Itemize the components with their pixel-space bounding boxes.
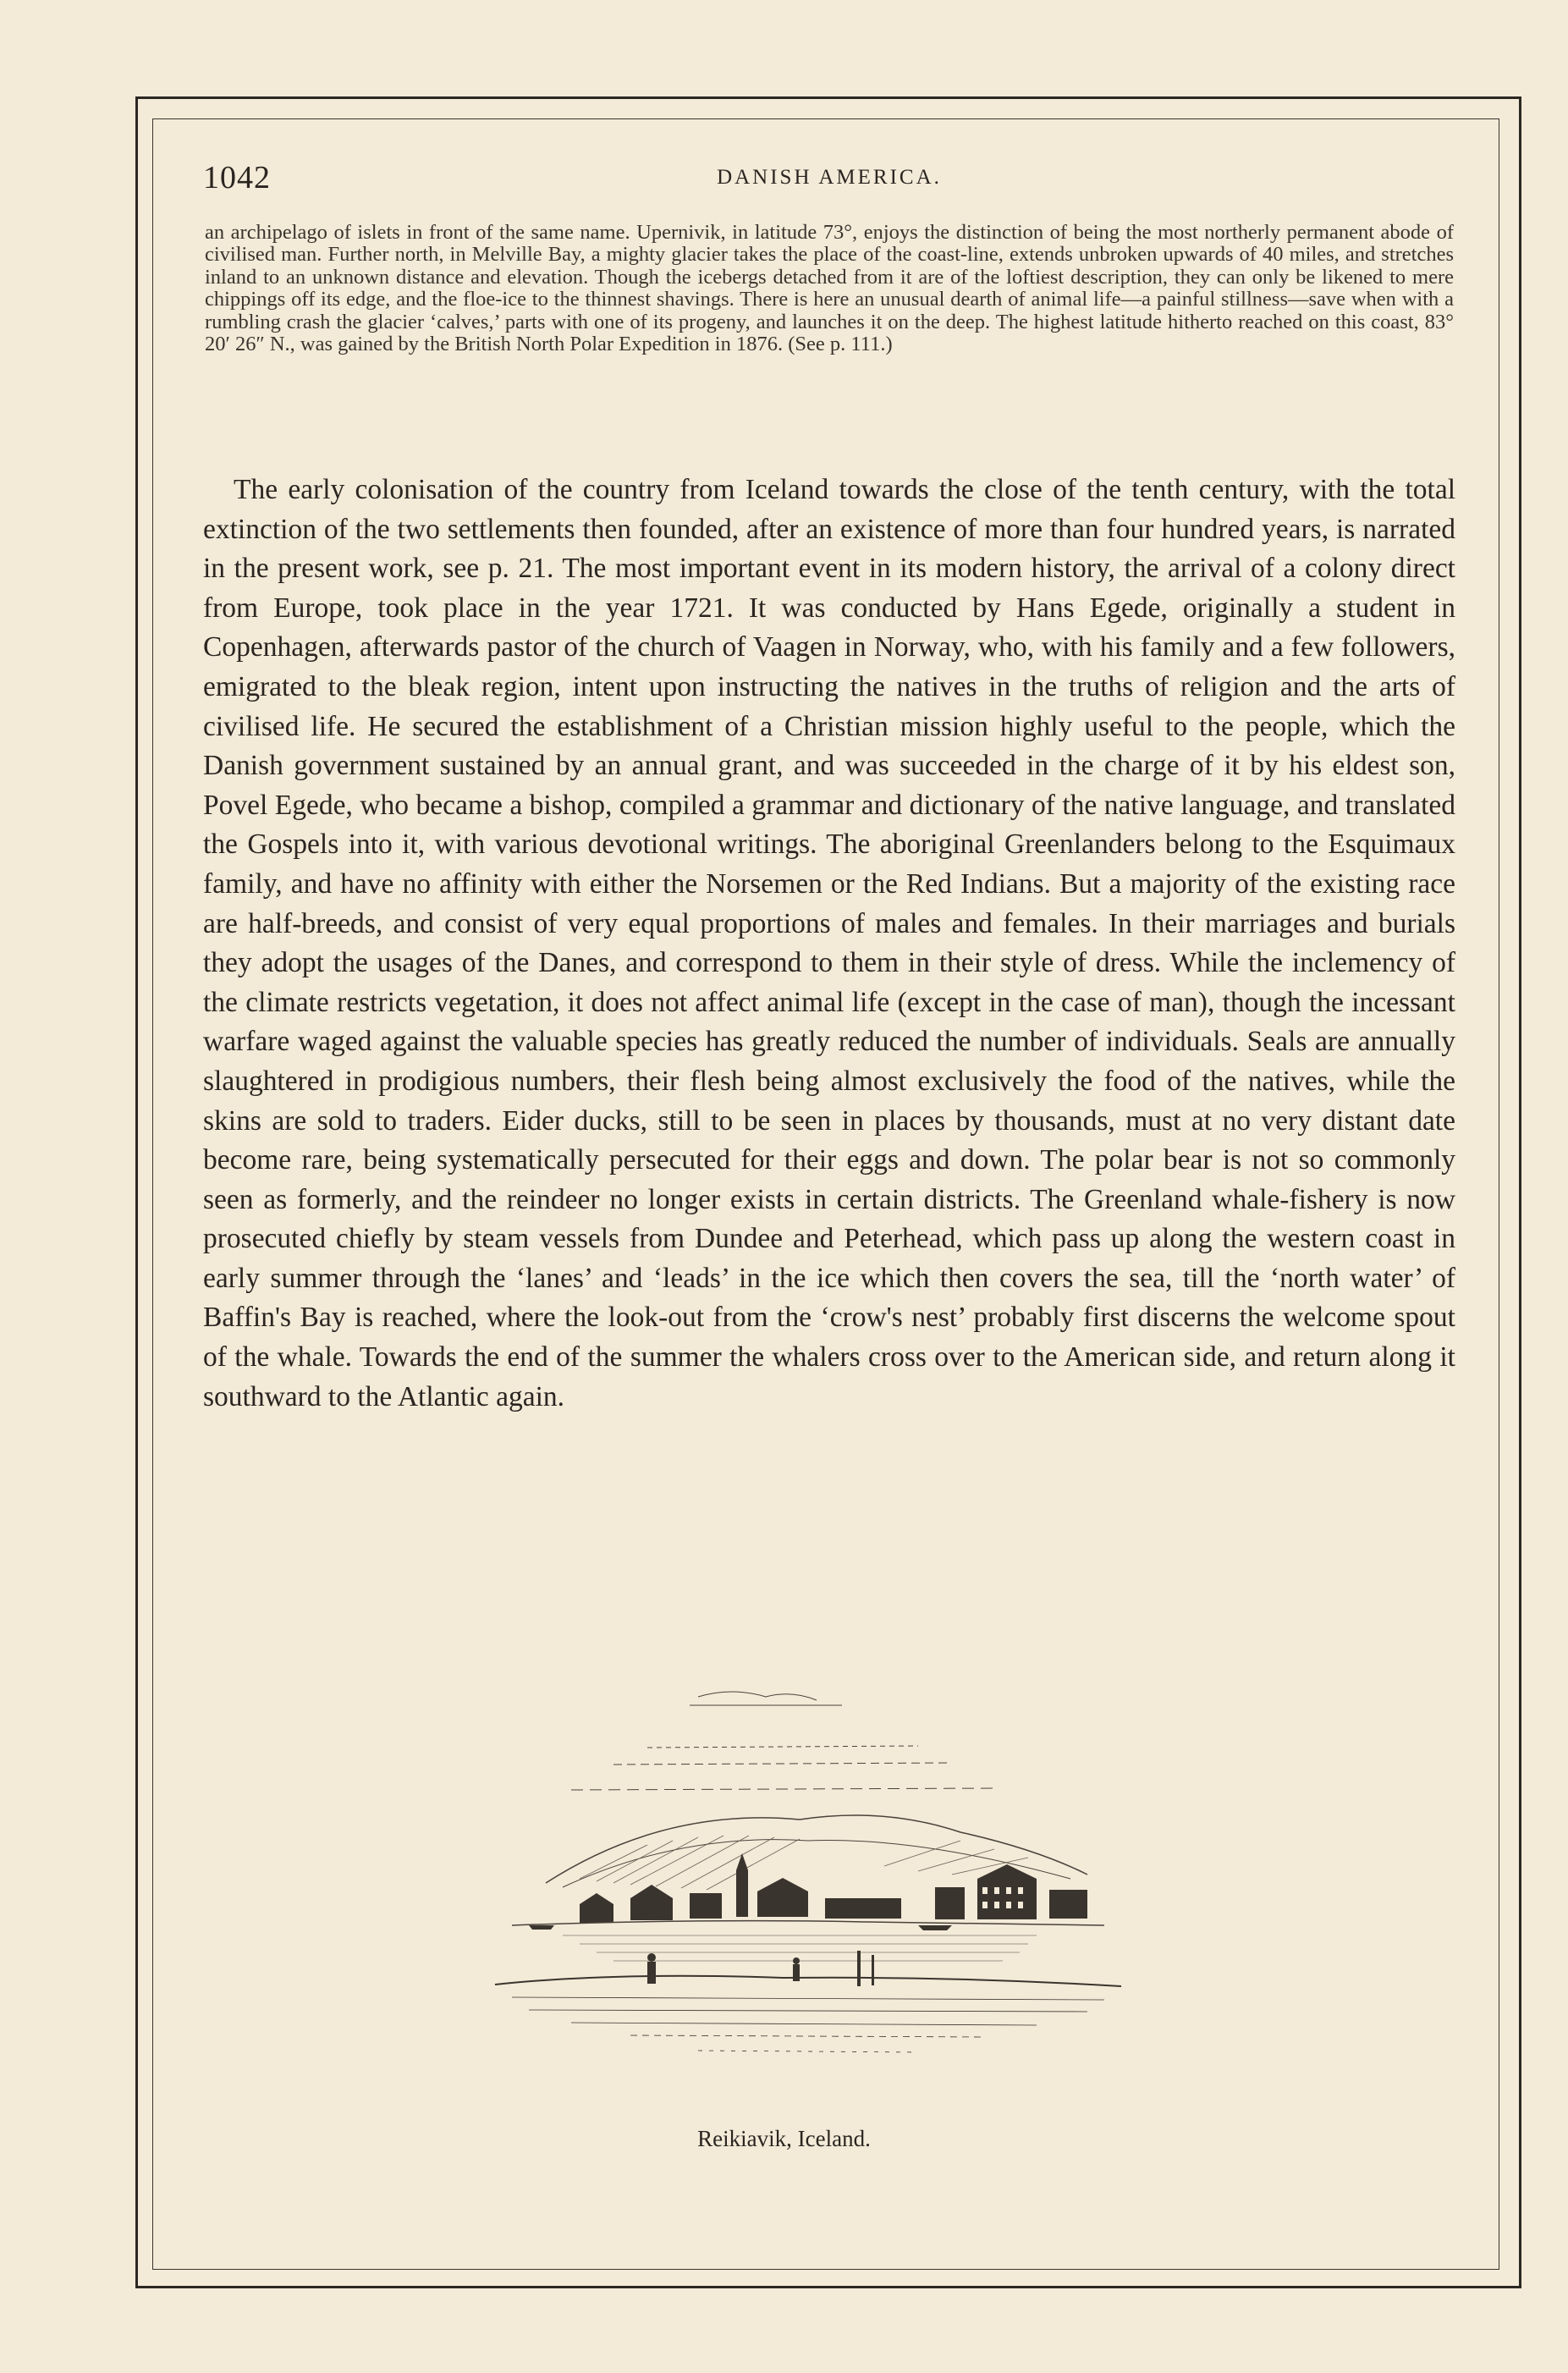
body-paragraph: The early colonisation of the country from Iceland towards the close of the tenth century, with the total extinction of the two settlements then founded, after an existence of more than four hundred years, is narrated in the present work, see p. 21. The most important event in its modern history, the arrival of a colony direct from Europe, took place in the year 1721. It was conducted by Hans Egede, originally a student in Copenhagen, afterwards pastor of the church of Vaagen in Norway, who, with his family and a few followers, emigrated to the bleak region, intent upon instructing the natives in the truths of religion and the arts of civilised life. He secured the establishment of a Christian mission highly useful to the people, which the Danish government sustained by an annual grant, and was succeeded in the charge of it by his eldest son, Povel Egede, who became a bishop, compiled a grammar and dictionary of the native language, and translated the Gospels into it, with various devotional writings. The aboriginal Greenlanders belong to the Esquimaux family, and have no affinity with either the Norsemen or the Red Indians. But a majority of the existing race are half-breeds, and consist of very equal proportions of males and females. In their marriages and burials they adopt the usages of the Danes, and correspond to them in their style of dress. While the inclemency of the climate restricts vegetation, it does not affect animal life (except in the case of man), though the incessant warfare waged against the valuable species has greatly reduced the number of individuals. Seals are annually slaughtered in prodigious numbers, their flesh being almost exclusively the food of the natives, while the skins are sold to traders. Eider ducks, still to be seen in places by thousands, must at no very distant date become rare, being systematically persecuted for their eggs and down. The polar bear is not so commonly seen as formerly, and the reindeer no longer exists in certain districts. The Greenland whale-fishery is now prosecuted chiefly by steam vessels from Dundee and Peterhead, which pass up along the western coast in early summer through the ‘lanes’ and ‘leads’ in the ice which then covers the sea, till the ‘north water’ of Baffin's Bay is reached, where the look-out from the ‘crow's nest’ probably first discerns the welcome spout of the whale. Towards the end of the summer the whalers cross over to the American side, and return along it southward to the Atlantic again. bbox=[203, 474, 1455, 1412]
figure-caption: Reikiavik, Iceland. bbox=[697, 2126, 871, 2151]
reikiavik-engraving bbox=[444, 1671, 1147, 2095]
footnote: an archipelago of islets in front of the same name. Upernivik, in latitude 73°, enjoys the distinction of being the most northerly permanent abode of civilised man. Further north, in Melville Bay, a mighty glacier takes the place of the coast-line, extends unbroken upwards of 40 miles, and stretches inland to an unknown distance and elevation. Though the icebergs detached from it are of the loftiest description, they can only be likened to mere chippings off its edge, and the floe-ice to the thinnest shavings. There is here an unusual dearth of animal life—a painful stillness—save when with a rumbling crash the glacier ‘calves,’ parts with one of its progeny, and launches it on the deep. The highest latitude hitherto reached on this coast, 83° 20′ 26″ N., was gained by the British North Polar Expedition in 1876. (See p. 111.) bbox=[205, 221, 1454, 356]
running-head: DANISH AMERICA. bbox=[717, 166, 942, 189]
page-header bbox=[203, 159, 1455, 200]
page-number: 1042 bbox=[203, 160, 271, 195]
